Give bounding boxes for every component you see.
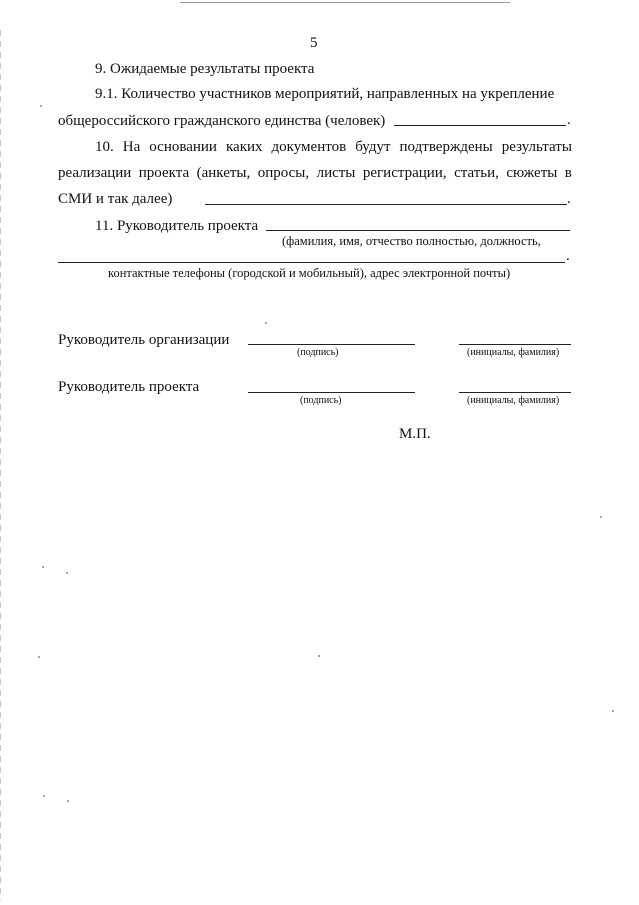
org-head-signature-caption: (подпись)	[297, 347, 339, 358]
section-9-1-text-line-1: 9.1. Количество участников мероприятий, направленных на укрепление	[95, 86, 555, 102]
section-10-text-line-1	[95, 138, 572, 156]
org-head-initials-line	[459, 344, 571, 345]
period-mark: .	[567, 112, 571, 128]
word: каких	[225, 139, 263, 155]
word: в	[564, 165, 572, 181]
project-head-label: Руководитель проекта	[58, 379, 200, 395]
project-head-signature-line	[248, 392, 415, 393]
word: (анкеты,	[196, 165, 251, 181]
word: подтверждены	[399, 139, 493, 155]
scan-top-edge-line	[180, 2, 510, 3]
project-head-initials-caption: (инициалы, фамилия)	[467, 395, 560, 406]
word: результаты	[501, 139, 572, 155]
scan-speck	[612, 710, 614, 712]
word: сюжеты	[506, 165, 558, 181]
period-mark: .	[566, 248, 570, 264]
word: На	[122, 139, 141, 155]
scan-speck	[42, 566, 44, 568]
section-10-text-line-3: СМИ и так далее)	[58, 191, 173, 207]
org-head-label: Руководитель организации	[58, 332, 230, 348]
section-10-text-line-2	[58, 164, 572, 182]
scan-left-edge	[0, 30, 1, 900]
org-head-signature-line	[248, 344, 415, 345]
word: опросы,	[257, 165, 310, 181]
section-11-hint-line-2: контактные телефоны (городской и мобильный), адрес электронной почты)	[108, 266, 511, 280]
scan-speck	[265, 322, 267, 324]
project-head-blank-line	[266, 230, 570, 231]
word: 10.	[95, 139, 114, 155]
word: будут	[355, 139, 391, 155]
scan-speck	[67, 800, 69, 802]
scan-speck	[43, 795, 45, 797]
word: регистрации,	[362, 165, 447, 181]
project-head-initials-line	[459, 392, 571, 393]
word: листы	[316, 165, 356, 181]
scan-speck	[66, 572, 68, 574]
word: проекта	[138, 165, 190, 181]
section-9-1-text-line-2: общероссийского гражданского единства (человек)	[58, 113, 386, 129]
word: документов	[271, 139, 347, 155]
project-head-details-blank-line	[58, 262, 565, 263]
section-9-title: 9. Ожидаемые результаты проекта	[95, 61, 315, 77]
scan-speck	[40, 105, 42, 107]
period-mark: .	[567, 191, 571, 207]
scan-speck	[318, 655, 320, 657]
stamp-place-label: М.П.	[399, 426, 431, 442]
scan-speck	[38, 656, 40, 658]
section-11-hint-line-1: (фамилия, имя, отчество полностью, должность,	[282, 234, 541, 248]
org-head-initials-caption: (инициалы, фамилия)	[467, 347, 560, 358]
documents-blank-line	[205, 204, 567, 205]
page-number: 5	[310, 35, 318, 51]
word: статьи,	[454, 165, 499, 181]
word: основании	[149, 139, 217, 155]
section-11-label: 11. Руководитель проекта	[95, 218, 259, 234]
participants-count-blank-line	[394, 125, 566, 126]
scan-speck	[600, 516, 602, 518]
project-head-signature-caption: (подпись)	[300, 395, 342, 406]
word: реализации	[58, 165, 132, 181]
